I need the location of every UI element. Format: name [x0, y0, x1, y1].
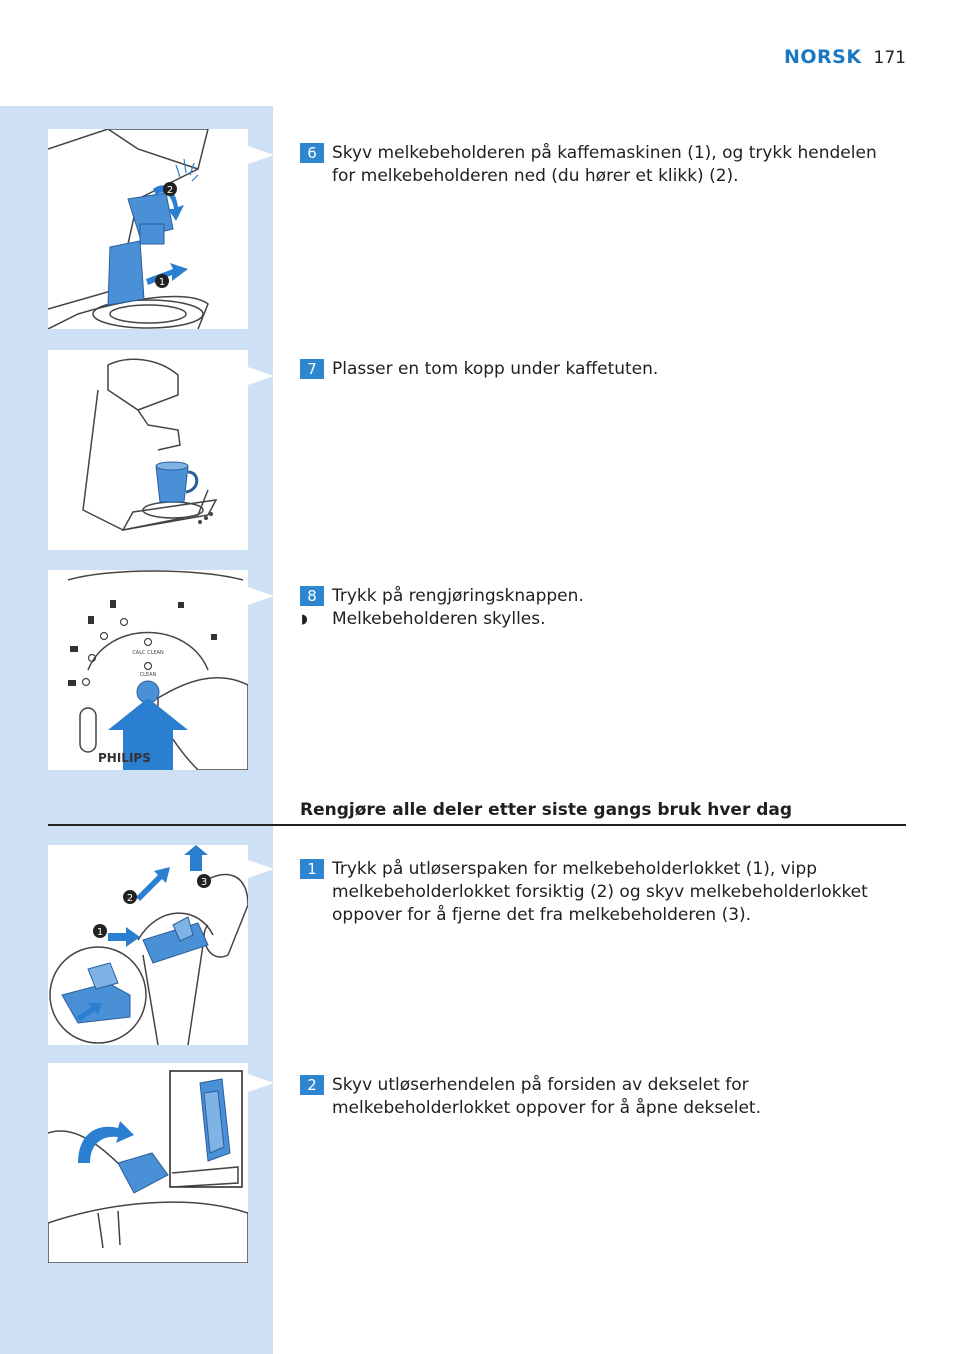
- step-number: 2: [300, 1075, 324, 1095]
- step-text: Skyv melkebeholderen på kaffemaskinen (1), og trykk hendelen for melkebeholderen ned (du hører et klikk) (2).: [332, 143, 877, 186]
- calc-clean-label: CALC CLEAN: [132, 650, 164, 656]
- illustration-cup-under-spout: [48, 350, 248, 550]
- brand-label: PHILIPS: [98, 751, 151, 765]
- illustration-open-cover: [48, 1063, 248, 1263]
- cleaning-step-1: [300, 858, 900, 927]
- cleaning-step-2: [300, 1074, 900, 1120]
- step-8-result: [300, 608, 900, 631]
- callout-notch: [248, 146, 274, 164]
- marker-1: 1: [158, 277, 166, 288]
- step-text: Plasser en tom kopp under kaffetuten.: [332, 359, 659, 379]
- page-number: 171: [873, 48, 906, 68]
- section-divider: [48, 824, 906, 826]
- callout-notch: [248, 1074, 274, 1092]
- step-number: 1: [300, 859, 324, 879]
- result-text: Melkebeholderen skylles.: [332, 609, 546, 629]
- illustration-attach-milk-jug: [48, 129, 248, 329]
- marker-1: 1: [96, 927, 104, 938]
- step-number: 6: [300, 143, 324, 163]
- language-label: NORSK: [783, 46, 862, 68]
- callout-notch: [248, 860, 274, 878]
- illustration-clean-button: [48, 570, 248, 770]
- marker-3: 3: [200, 877, 208, 888]
- clean-label: CLEAN: [139, 672, 157, 678]
- step-7: [300, 358, 900, 381]
- page-header: [784, 46, 906, 68]
- marker-2: 2: [166, 185, 174, 196]
- section-heading: Rengjøre alle deler etter siste gangs bruk hver dag: [300, 800, 793, 820]
- step-6: [300, 142, 900, 188]
- step-text: Trykk på utløserspaken for melkebeholderlokket (1), vipp melkebeholderlokket forsiktig (2) og skyv melkebeholderlokket oppover for å fjerne det fra melkebeholderen (3).: [332, 859, 868, 925]
- step-text: Trykk på rengjøringsknappen.: [332, 586, 584, 606]
- step-number: 8: [300, 586, 324, 606]
- step-text: Skyv utløserhendelen på forsiden av dekselet for melkebeholderlokket oppover for å åpne dekselet.: [332, 1075, 761, 1118]
- callout-notch: [248, 367, 274, 385]
- illustration-remove-lid: [48, 845, 248, 1045]
- marker-2: 2: [126, 893, 134, 904]
- result-arrow-icon: ◗: [301, 612, 308, 627]
- step-8: [300, 585, 900, 608]
- step-number: 7: [300, 359, 324, 379]
- callout-notch: [248, 587, 274, 605]
